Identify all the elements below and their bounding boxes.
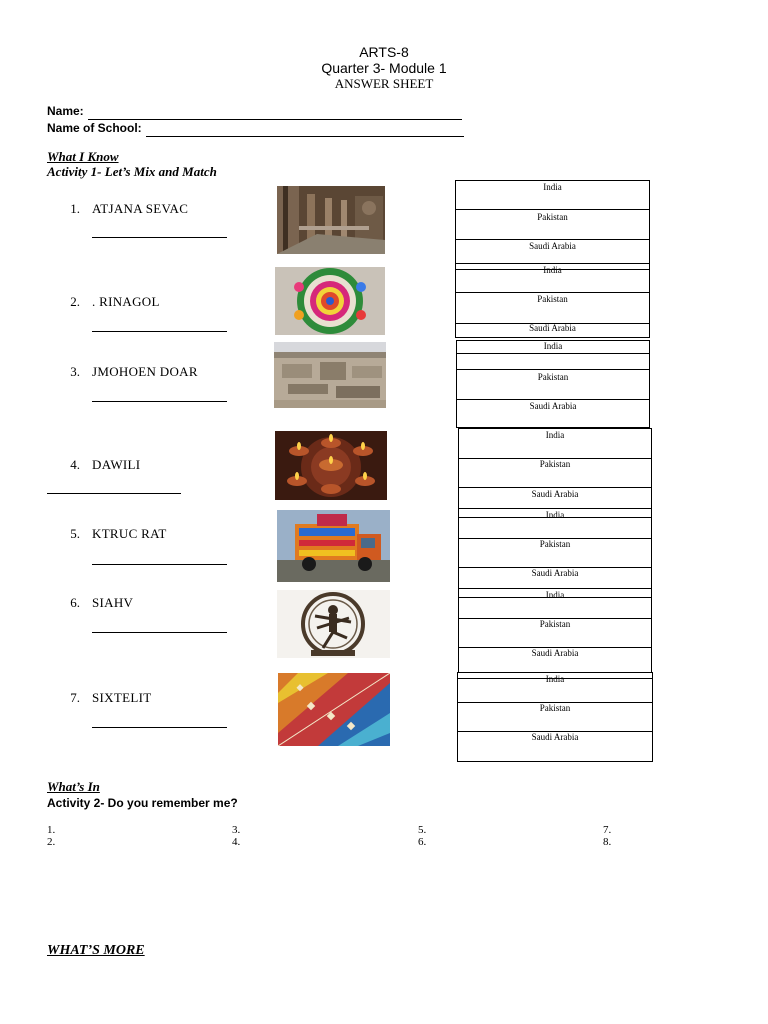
diya-lamps-image <box>275 431 387 500</box>
activity-2-title: Activity 2- Do you remember me? <box>47 796 238 810</box>
question-number: 6. <box>70 595 80 610</box>
choices-box-1 <box>455 180 650 265</box>
choice-option[interactable]: India <box>545 430 565 440</box>
choice-option[interactable]: India <box>545 510 565 520</box>
answer-line[interactable] <box>92 331 227 332</box>
question-number: 3. <box>70 364 80 379</box>
choice-option[interactable]: Pakistan <box>537 372 569 382</box>
question-word: DAWILI <box>92 457 141 472</box>
choice-option[interactable]: Pakistan <box>539 619 571 629</box>
answer-number: 6. <box>418 836 427 848</box>
header-subject: ARTS-8 <box>359 44 409 60</box>
question-word: ATJANA SEVAC <box>92 201 189 216</box>
ruins-image <box>274 342 386 408</box>
header-quarter: Quarter 3- Module 1 <box>321 60 447 76</box>
choice-option[interactable]: Saudi Arabia <box>529 401 577 411</box>
choices-box-7 <box>457 672 653 762</box>
school-input-line[interactable] <box>146 124 464 137</box>
question-number: 2. <box>70 294 80 309</box>
choices-box-5 <box>458 508 652 590</box>
question-word: KTRUC RAT <box>92 526 167 541</box>
choice-option[interactable]: India <box>543 182 562 192</box>
section-whats-in: What’s In <box>47 779 100 794</box>
rangoli-image <box>275 267 385 335</box>
question-number: 1. <box>70 201 80 216</box>
answer-number: 1. <box>47 824 56 836</box>
answer-line[interactable] <box>47 493 181 494</box>
answer-line[interactable] <box>92 401 227 402</box>
question-number: 7. <box>70 690 80 705</box>
choice-option[interactable]: Saudi Arabia <box>531 489 579 499</box>
question-word: SIAHV <box>92 595 134 610</box>
choice-option[interactable]: Pakistan <box>539 539 571 549</box>
choice-option[interactable]: India <box>545 590 565 600</box>
activity-1-title: Activity 1- Let’s Mix and Match <box>47 164 217 179</box>
choices-box-6 <box>458 588 652 674</box>
name-label: Name: <box>47 104 84 118</box>
choice-option[interactable]: Pakistan <box>539 703 571 713</box>
textile-image <box>278 673 390 746</box>
school-label: Name of School: <box>47 121 142 135</box>
answer-number: 4. <box>232 836 241 848</box>
choice-option[interactable]: Saudi Arabia <box>531 732 579 742</box>
header-answer-sheet: ANSWER SHEET <box>334 76 434 91</box>
answer-number: 8. <box>603 836 612 848</box>
school-field[interactable] <box>47 119 464 137</box>
question-word: SIXTELIT <box>92 690 152 705</box>
choice-option[interactable]: Pakistan <box>537 294 568 304</box>
choice-option[interactable]: Pakistan <box>539 459 571 469</box>
choice-option[interactable]: Saudi Arabia <box>529 323 576 333</box>
choices-box-3 <box>456 340 650 428</box>
choice-option[interactable]: Saudi Arabia <box>531 568 579 578</box>
answer-number: 5. <box>418 824 427 836</box>
choice-option[interactable]: Saudi Arabia <box>531 648 579 658</box>
question-number: 4. <box>70 457 80 472</box>
answer-number: 2. <box>47 836 56 848</box>
answer-line[interactable] <box>92 564 227 565</box>
choice-option[interactable]: Pakistan <box>537 212 568 222</box>
choices-box-2 <box>455 263 650 338</box>
answer-line[interactable] <box>92 632 227 633</box>
section-what-i-know: What I Know <box>47 149 119 164</box>
shiva-statue-image <box>277 590 390 658</box>
answer-line[interactable] <box>92 727 227 728</box>
name-field[interactable] <box>47 102 462 120</box>
answer-number: 3. <box>232 824 241 836</box>
choices-box-4 <box>458 428 652 510</box>
choice-option[interactable]: India <box>545 674 565 684</box>
answer-number: 7. <box>603 824 612 836</box>
choice-option[interactable]: India <box>543 341 563 351</box>
question-word: JMOHOEN DOAR <box>92 364 198 379</box>
choice-option[interactable]: Saudi Arabia <box>529 241 576 251</box>
question-word: . RINAGOL <box>92 294 160 309</box>
cave-temple-image <box>277 186 385 254</box>
answer-line[interactable] <box>92 237 227 238</box>
question-number: 5. <box>70 526 80 541</box>
truck-art-image <box>277 510 390 582</box>
section-whats-more: WHAT’S MORE <box>47 943 145 958</box>
choice-option[interactable]: India <box>543 265 562 275</box>
